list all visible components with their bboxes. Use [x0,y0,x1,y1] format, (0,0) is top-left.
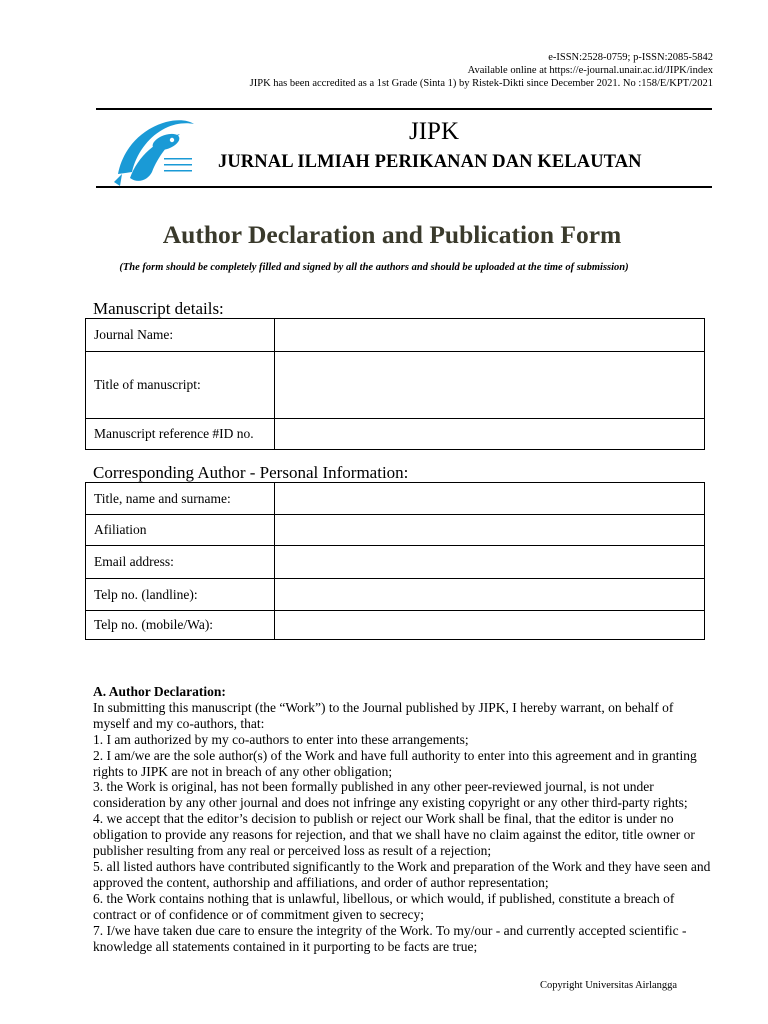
declaration-item: 1. I am authorized by my co-authors to enter into these arrangements; [93,731,469,747]
landline-label: Telp no. (landline): [86,579,275,611]
corresponding-author-heading: Corresponding Author - Personal Information: [93,463,409,482]
form-title: Author Declaration and Publication Form [162,220,622,249]
name-field[interactable] [275,483,705,515]
manuscript-details-heading: Manuscript details: [93,299,224,318]
declaration-intro: In submitting this manuscript (the “Work”) to the Journal published by JIPK, I hereby warrant, on behalf of myself and my co-authors, that: [93,699,674,731]
manuscript-id-label: Manuscript reference #ID no. [86,419,275,450]
table-row [86,483,705,515]
journal-name-label: Journal Name: [86,319,275,352]
landline-field[interactable] [275,579,705,611]
table-row [86,352,705,419]
mobile-label: Telp no. (mobile/Wa): [86,611,275,640]
declaration-item: 4. we accept that the editor’s decision to publish or reject our Work shall be final, that the editor is under no obligation to provide any reasons for rejection, and that we shall have no claim against the editor, title owner or publisher resulting from any real or perceived loss as result of a rejection; [93,811,695,859]
mobile-field[interactable] [275,611,705,640]
corresponding-author-table [85,482,705,640]
table-row [86,515,705,546]
declaration-title: A. Author Declaration: [93,684,226,699]
manuscript-title-field[interactable] [275,352,705,419]
declaration-item: 6. the Work contains nothing that is unlawful, libellous, or which would, if published, constitute a breach of contract or of confidence or of commitment given to secrecy; [93,890,675,922]
declaration-item: 2. I am/we are the sole author(s) of the Work and have full authority to enter into this agreement and in granting rights to JIPK are not in breach of any other obligation; [93,747,697,779]
declaration-item: 3. the Work is original, has not been formally published in any other peer-reviewed journal, is not under consideration by any other journal and does not infringe any existing copyright or any other third-party rights; [93,779,688,811]
table-row [86,611,705,640]
journal-name-field[interactable] [275,319,705,352]
declaration-item: 7. I/we have taken due care to ensure the integrity of the Work. To my/our - and currently accepted scientific - knowledge all statements contained in it purporting to be facts are true; [93,922,687,954]
email-field[interactable] [275,546,705,579]
author-declaration [93,684,713,954]
manuscript-id-field[interactable] [275,419,705,450]
email-label: Email address: [86,546,275,579]
accreditation-line: JIPK has been accredited as a 1st Grade (Sinta 1) by Ristek-Dikti since December 2021. No :158/E/KPT/2021 [249,78,713,89]
top-rule [96,108,712,110]
form-instruction: (The form should be completely filled and signed by all the authors and should be uploaded at the time of submission) [119,262,629,273]
affiliation-field[interactable] [275,515,705,546]
table-row [86,319,705,352]
declaration-item: 5. all listed authors have contributed significantly to the Work and preparation of the Work and they have seen and approved the content, authorship and affiliations, and order of author representation; [93,858,711,890]
copyright-footer: Copyright Universitas Airlangga [540,980,678,991]
available-online-line: Available online at https://e-journal.unair.ac.id/JIPK/index [467,65,713,76]
issn-line: e-ISSN:2528-0759; p-ISSN:2085-5842 [548,52,713,63]
affiliation-label: Afiliation [86,515,275,546]
manuscript-title-label: Title of manuscript: [86,352,275,419]
manuscript-details-table [85,318,705,450]
table-row [86,546,705,579]
journal-abbreviation: JIPK [408,118,459,145]
journal-full-name: JURNAL ILMIAH PERIKANAN DAN KELAUTAN [218,152,642,172]
table-row [86,419,705,450]
bottom-rule [96,186,712,188]
table-row [86,579,705,611]
name-label: Title, name and surname: [86,483,275,515]
